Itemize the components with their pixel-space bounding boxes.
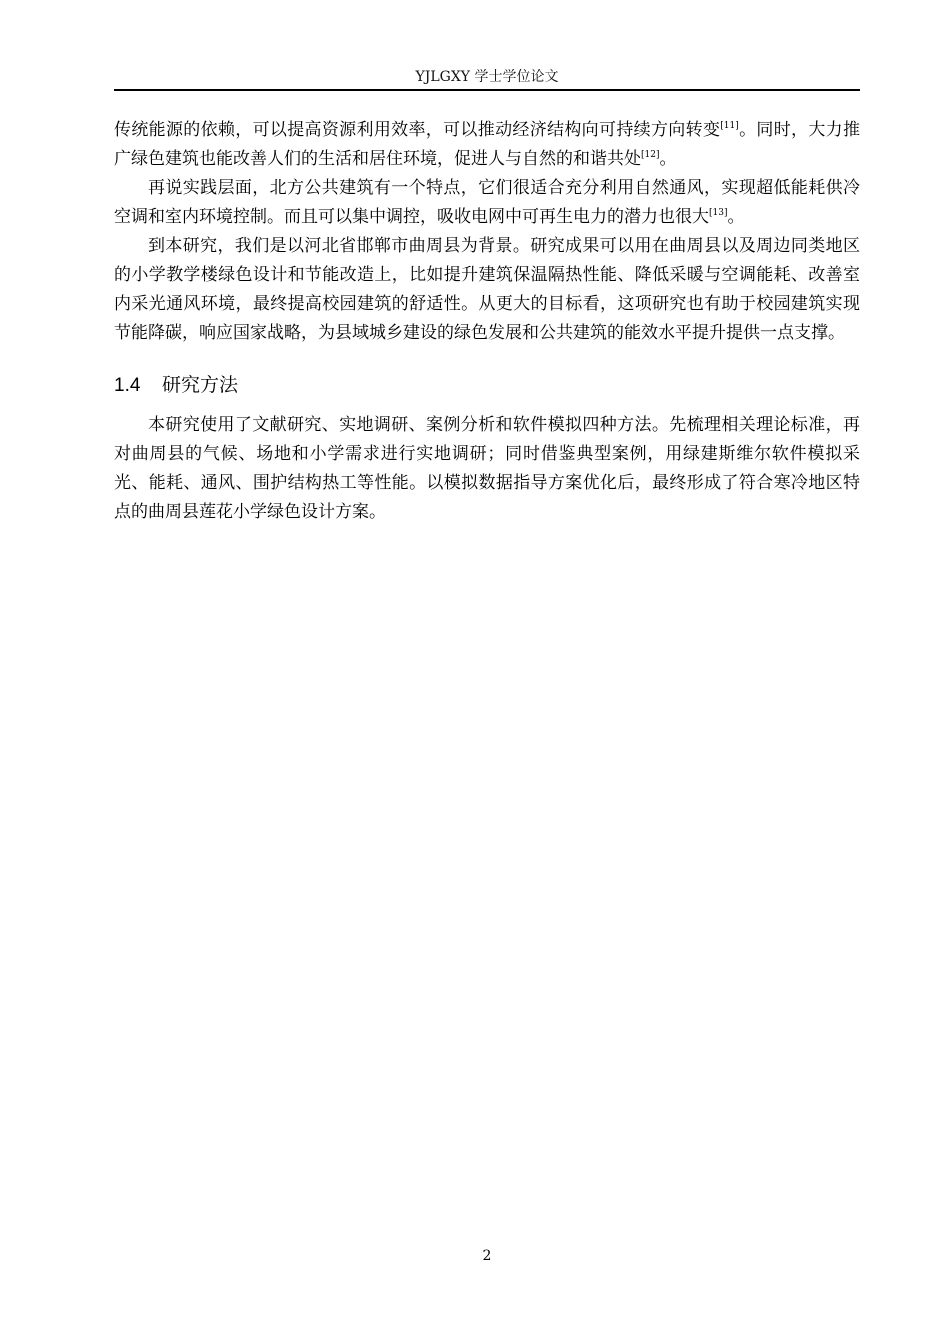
citation-12[interactable]: [12]: [641, 150, 660, 160]
paragraph-practice-level: [114, 174, 860, 232]
citation-13[interactable]: [13]: [709, 208, 728, 218]
paragraph-text: 。同时，大力推广绿色建筑也能改善人们的生活和居住环境，促进人与自然的和谐共处: [114, 120, 861, 169]
paragraph-text: 传统能源的依赖，可以提高资源利用效率，可以推动经济结构向可持续方向转变: [114, 120, 721, 140]
paragraph-energy-dependence: [114, 116, 860, 174]
section-heading-research-methods: [114, 370, 860, 401]
page-body: [114, 116, 860, 527]
header-divider: [114, 89, 860, 91]
paragraph-research-methods: 本研究使用了文献研究、实地调研、案例分析和软件模拟四种方法。先梳理相关理论标准，再对曲周县的气候、场地和小学需求进行实地调研；同时借鉴典型案例，用绿建斯维尔软件模拟采光、能耗、通风、围护结构热工等性能。以模拟数据指导方案优化后，最终形成了符合寒冷地区特点的曲周县莲花小学绿色设计方案。: [114, 415, 860, 522]
section-number: 1.4: [114, 375, 141, 396]
paragraph-text: 。: [727, 207, 745, 227]
paragraph-research-background: 到本研究，我们是以河北省邯郸市曲周县为背景。研究成果可以用在曲周县以及周边同类地区的小学教学楼绿色设计和节能改造上，比如提升建筑保温隔热性能、降低采暖与空调能耗、改善室内采光通风环境，最终提高校园建筑的舒适性。从更大的目标看，这项研究也有助于校园建筑实现节能降碳，响应国家战略，为县域城乡建设的绿色发展和公共建筑的能效水平提升提供一点支撑。: [114, 236, 860, 343]
page-number: 2: [482, 1248, 492, 1264]
paragraph-text: 。: [659, 149, 677, 169]
paragraph-text: 再说实践层面，北方公共建筑有一个特点，它们很适合充分利用自然通风，实现超低能耗供冷空调和室内环境控制。而且可以集中调控，吸收电网中可再生电力的潜力也很大: [114, 178, 860, 227]
running-header: YJLGXY 学士学位论文: [415, 69, 559, 85]
section-title: 研究方法: [162, 374, 239, 396]
citation-11[interactable]: [11]: [720, 121, 739, 131]
